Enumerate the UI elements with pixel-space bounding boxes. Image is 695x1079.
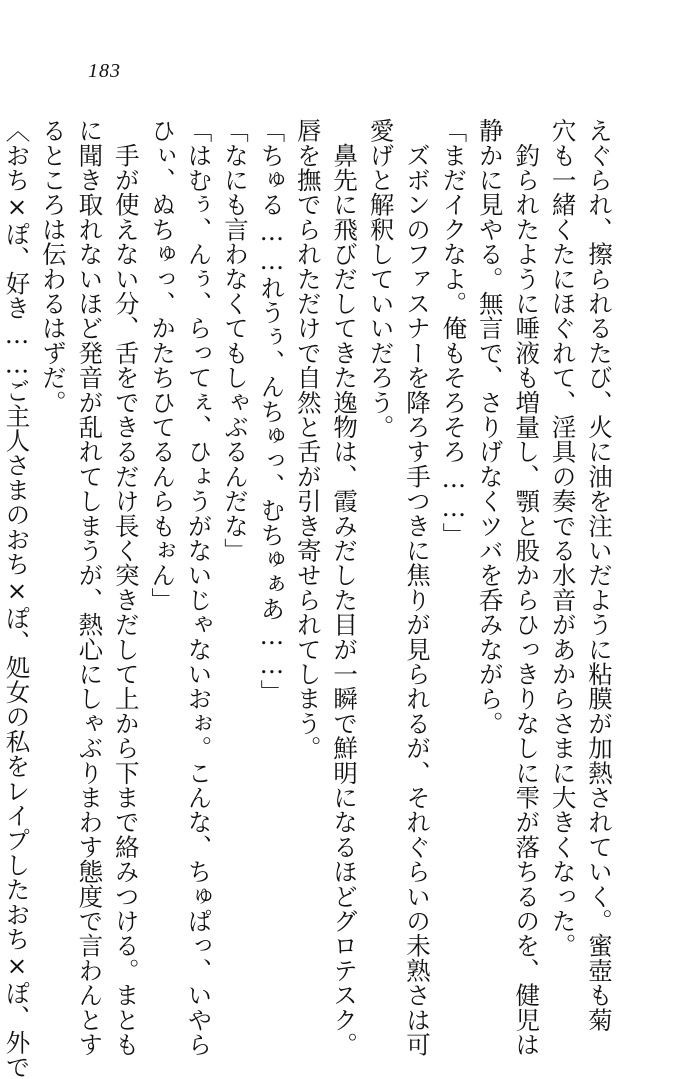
text-line: 手が使えない分、舌をできるだけ長く突きだして上から下まで絡みつける。まとも xyxy=(111,118,141,1057)
text-line: 「ちゅる……れうぅ、んちゅっ、むちゅぁあ……」 xyxy=(257,118,287,705)
text-line: ひぃ、ぬちゅっ、かたちひてるんらもぉん」 xyxy=(148,118,178,612)
text-line: るところは伝わるはずだ。 xyxy=(38,118,68,415)
text-line: えぐられ、擦られるたび、火に油を注いだように粘膜が加熱されていく。蜜壺も菊 xyxy=(585,118,614,1032)
text-line: 「まだイクなよ。俺もそろそろ……」 xyxy=(439,118,469,547)
text-line: 「なにも言わなくてもしゃぶるんだな」 xyxy=(220,118,250,563)
vertical-text-body xyxy=(0,118,617,1079)
text-line: 静かに見やる。無言で、さりげなくツバを呑みながら。 xyxy=(475,118,505,736)
text-line: 〈おち×ぽ、好き……ご主人さまのおち×ぽ、処女の私をレイプしたおち×ぽ、外で xyxy=(2,118,32,1079)
page-number: 183 xyxy=(88,60,121,82)
text-line: 愛げと解釈していいだろう。 xyxy=(366,118,396,440)
text-line: ズボンのファスナーを降ろす手つきに焦りが見られるが、それぐらいの未熟さは可 xyxy=(402,118,432,1057)
text-line: に聞き取れないほど発音が乱れてしまうが、熱心にしゃぶりまわす態度で言わんとす xyxy=(75,118,105,1057)
text-line: 「はむぅ、んぅ、らってぇ、ひょうがないじゃないおぉ。こんな、ちゅぱっ、いやら xyxy=(184,118,214,1057)
text-line: 釣られたように唾液も増量し、顎と股からひっきりなしに雫が落ちるのを、健児は xyxy=(512,118,542,1057)
text-line: 唇を撫でられただけで自然と舌が引き寄せられてしまう。 xyxy=(293,118,323,761)
text-line: 穴も一緒くたにほぐれて、淫具の奏でる水音があからさまに大きくなった。 xyxy=(548,118,578,958)
text-line: 鼻先に飛びだしてきた逸物は、霞みだした目が一瞬で鮮明になるほどグロテスク。 xyxy=(330,118,360,1057)
